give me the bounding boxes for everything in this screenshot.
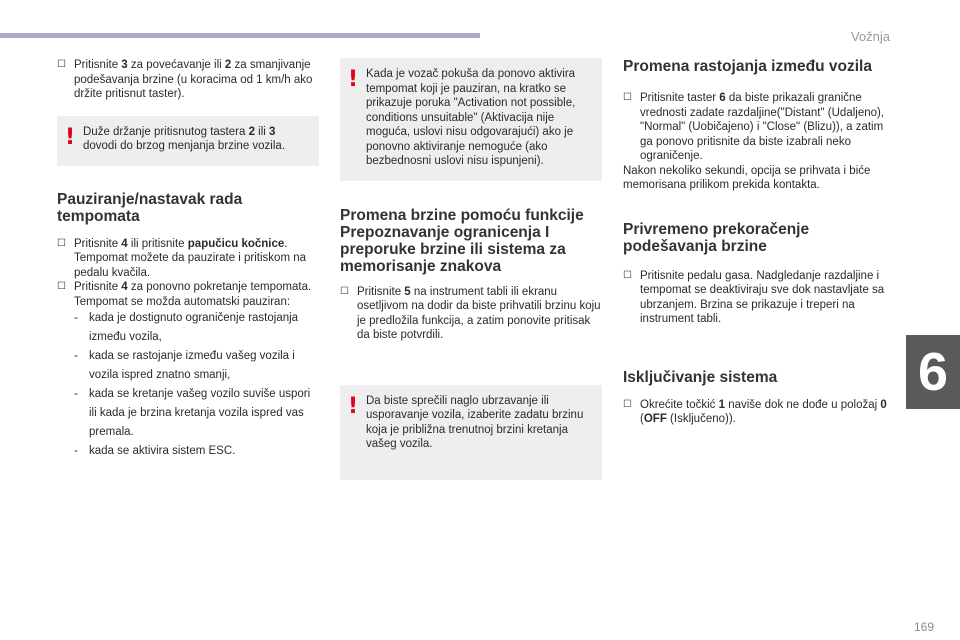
list-item: - kada se rastojanje između vašeg vozila i vozila ispred znatno smanji,	[74, 350, 295, 381]
instruction: ☐ Pritisnite 5 na instrument tabli ili ekranu osetljivom na dodir da biste prihvatili brzinu koju je predložila funkcija, a zatim ponovite pritisak da biste potvrdili.	[340, 285, 601, 341]
bullet-icon: ☐	[623, 92, 632, 103]
heading: Pauziranje/nastavak rada tempomata	[57, 190, 243, 225]
warning-icon: !	[65, 124, 76, 150]
section-title: Vožnja	[850, 29, 890, 44]
heading: Privremeno prekoračenje podešavanja brzine	[623, 220, 810, 255]
heading: Promena brzine pomoću funkcije Prepoznavanje ogranicenja I preporuke brzine ili sistema za memorisanje znakova	[340, 206, 584, 275]
chapter-tab: 6	[906, 335, 960, 409]
bullet-icon: ☐	[623, 398, 632, 410]
instruction: ☐ Pritisnite 3 za povećavanje ili 2 za smanjivanje podešavanja brzine (u koracima od 1 km/h ako držite pritisnut taster).	[57, 59, 313, 100]
page-number: 169	[913, 620, 934, 634]
bullet-icon: ☐	[57, 281, 66, 292]
list-item: - kada je dostignuto ograničenje rastojanja između vozila,	[74, 312, 299, 343]
paragraph: Nakon nekoliko sekundi, opcija se prihvata i biće memorisana prilikom prekida kontakta.	[623, 164, 871, 191]
list-item: - kada se kretanje vašeg vozilo suviše uspori ili kada je brzina kretanja vozila ispred vas premala.	[74, 388, 311, 438]
warning-icon: !	[348, 67, 359, 92]
instruction: ☐ Pritisnite taster 6 da biste prikazali granične vrednosti zadate razdaljine("Distant" (Udaljeno), "Normal" (Uobičajeno) i "Close" (Blizu)), a zatim ga ponovo pritisnite da biste izabrali neko ograničenje.	[623, 92, 885, 162]
instruction: ☐ Pritisnite 4 za ponovno pokretanje tempomata. Tempomat se možda automatski pauziran:	[57, 281, 312, 308]
warning-icon: !	[348, 393, 359, 419]
bullet-icon: ☐	[623, 269, 632, 281]
column-left	[57, 58, 319, 461]
bullet-icon: ☐	[57, 237, 66, 249]
instruction: ☐ Okrećite točkić 1 naviše dok ne dođe u položaj 0 (OFF (Isključeno)).	[623, 398, 887, 425]
heading: Promena rastojanja između vozila	[623, 58, 872, 75]
top-accent-bar	[0, 33, 480, 38]
list-item: - kada se aktivira sistem ESC.	[74, 445, 236, 457]
bullet-icon: ☐	[57, 59, 66, 70]
column-middle	[340, 58, 602, 480]
instruction: ☐ Pritisnite pedalu gasa. Nadgledanje razdaljine i tempomat se deaktiviraju sve dok nastavljate sa ubrzanjem. Brzina se prikazuje i treperi na instrument tabli.	[623, 269, 885, 325]
heading: Isključivanje sistema	[623, 368, 778, 386]
column-right	[623, 58, 891, 427]
warning-box: ! Duže držanje pritisnutog tastera 2 ili 3 dovodi do brzog menjanja brzine vozila.	[57, 116, 319, 166]
instruction: ☐ Pritisnite 4 ili pritisnite papučicu kočnice. Tempomat možete da pauzirate i pritiskom na pedalu kvačila.	[57, 237, 307, 279]
bullet-icon: ☐	[340, 285, 349, 297]
warning-box: ! Kada je vozač pokuša da ponovo aktivira tempomat koji je pauziran, na kratko se prikazuje poruka "Activation not possible, conditions unsuitable" (Aktivacija nije moguća, uslovi nisu odgovarajući) ako je ponovno aktiviranje nemoguće (ako bezbednosni uslovi nisu ispunjeni).	[340, 58, 602, 181]
warning-box: ! Da biste sprečili naglo ubrzavanje ili usporavanje vozila, izaberite zadatu brzinu koja je približna trenutnoj brzini kretanja vašeg vozila.	[340, 385, 602, 480]
